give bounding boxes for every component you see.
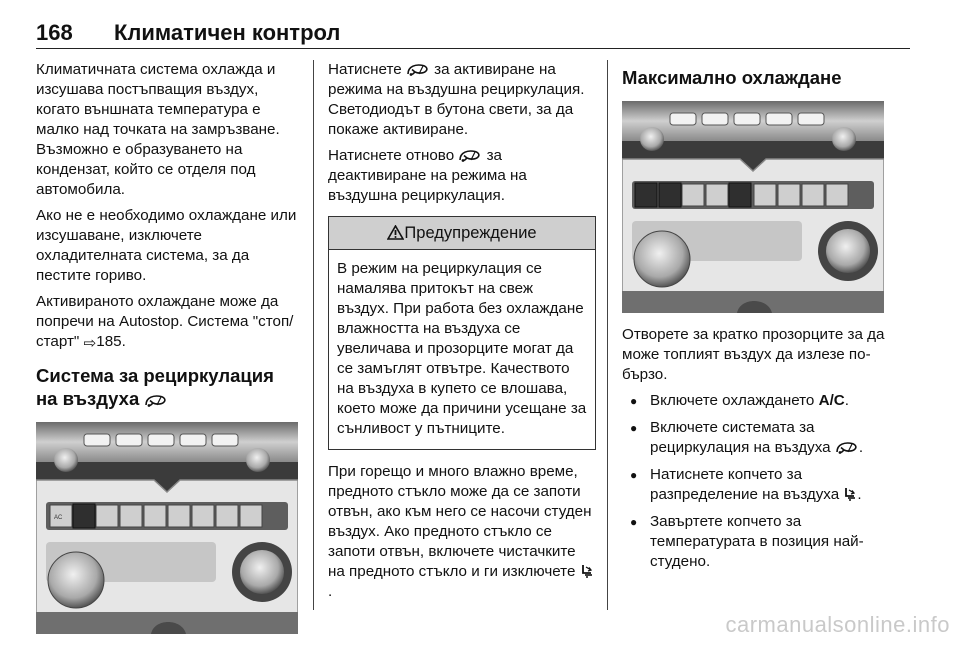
reference-arrow-icon: ⇨ [83,335,97,352]
paragraph-text: . [328,583,333,600]
column-left [36,60,298,646]
climate-panel-photo [622,101,884,313]
page-reference[interactable]: 185. [96,333,126,350]
column-divider [607,60,608,610]
paragraph-text: Натиснете отново [328,147,459,164]
recirculation-icon [144,393,168,407]
page-title: Климатичен контрол [114,20,341,45]
paragraph-text: за деактивиране на режима на въздушна рециркулация. [328,147,527,204]
warning-box [328,216,596,450]
section-heading [36,364,298,410]
paragraph [328,146,596,206]
paragraph [36,292,298,354]
warning-title: Предупреждение [404,224,537,242]
ac-label: A/C [818,392,845,409]
air-distribution-icon [843,487,857,501]
list-item-text: . [844,392,849,409]
paragraph-text: за активиране на режима на въздушна рециркулация. Светодиодът в бутона свети, за да покаже активиране. [328,61,585,138]
page-header [36,14,910,49]
steps-list [622,391,890,572]
climate-panel-photo [36,422,298,634]
paragraph [328,60,596,140]
list-item [622,391,890,411]
paragraph: Климатичната система охлажда и изсушава постъпващия въздух, когато външната температура е малко над точката на замръзване. Възможно е образуването на кондензат, който се отделя под автомобила. [36,61,280,198]
recirculation-icon [835,440,859,454]
list-item: ● Завъртете копчето за температурата в позиция най-студено. [622,512,890,572]
page-number: 168 [36,20,73,45]
recirculation-icon [458,148,482,162]
warning-text: В режим на рециркулация се намалява притокът на свеж въздух. При работа без охлаждане влажността на въздуха се увеличава и прозорците могат да се замъглят отвътре. Качеството на въздуха в купето се влошава, което може да причини усещане за сънливост у пътниците. [337,260,587,437]
column-divider [313,60,314,610]
list-item-text: . [857,486,862,503]
recirculation-icon [406,62,430,76]
paragraph: Отворете за кратко прозорците за да може топлият въздух да излезе по-бързо. [622,326,885,383]
paragraph-text: При горещо и много влажно време, предното стъкло може да се запоти отвън, ако към него се насочи студен въздух. Ако предното стъкло се запоти отвън, включете чистачките на предното стъкло и ги изключете [328,463,592,580]
warning-triangle-icon [387,225,404,240]
column-middle [328,60,596,608]
paragraph: Ако не е необходимо охлаждане или изсушаване, изключете охладителната система, за да пестите гориво. [36,207,297,284]
list-item-text: Включете охлаждането [650,392,819,409]
ac-button-label: AC [54,515,63,521]
paragraph-text: Натиснете [328,61,406,78]
section-heading-text: Система за рециркулация на въздуха [36,365,274,409]
list-item-text: . [858,439,864,456]
column-right [622,60,890,579]
watermark: carmanualsonline.info [725,612,950,637]
list-item-text: Включете системата за рециркулация на въздуха [650,419,835,456]
warning-header [329,217,595,250]
list-item [622,465,890,505]
paragraph-text: Активираното охлаждане може да попречи на Autostop. Система "стоп/старт" [36,293,294,350]
section-heading: Максимално охлаждане [622,67,842,88]
list-item-text: Натиснете копчето за разпределение на въздуха [650,466,844,503]
list-item [622,418,890,458]
paragraph [328,462,596,602]
air-distribution-icon [580,564,594,578]
